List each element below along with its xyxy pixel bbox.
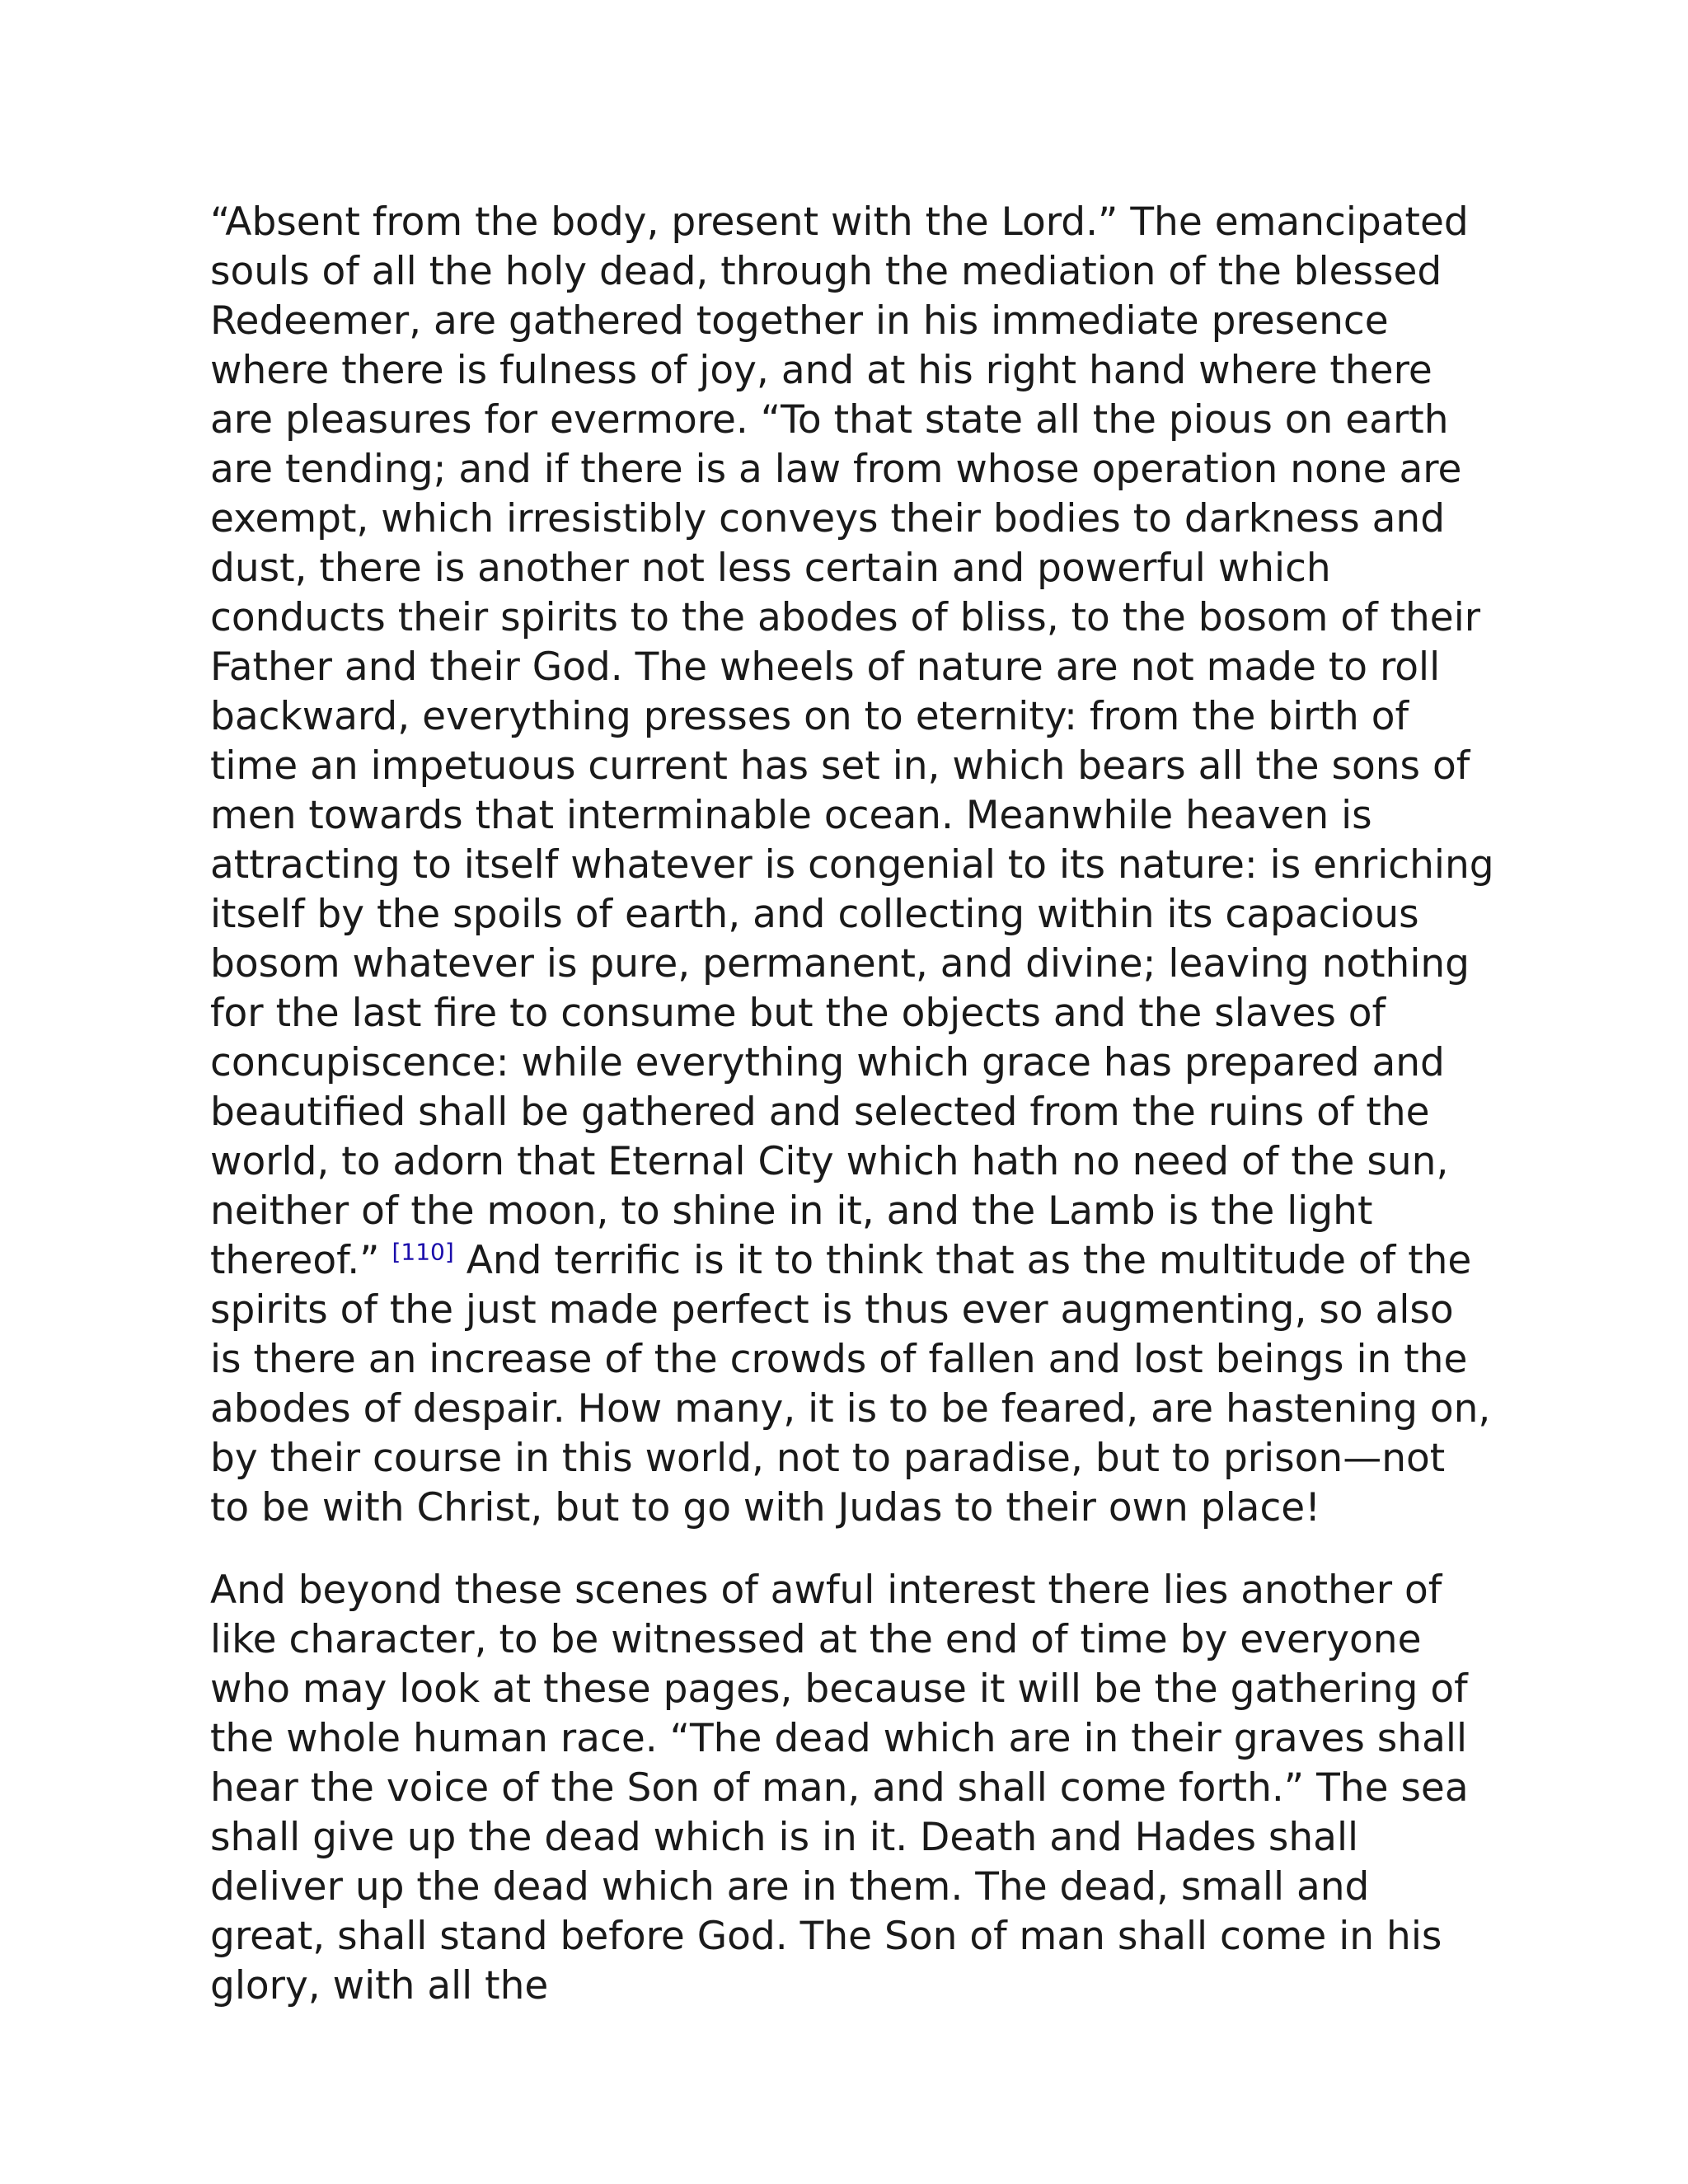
footnote-ref-110[interactable]: [110] [392,1238,454,1266]
paragraph-1 [210,198,1496,1533]
paragraph-1-text-after: And terrific is it to think that as the multitude of the spirits of the just made perfect is thus ever augmenting, so also is there an increase of the crowds of fallen and lost beings in the abodes of despair. How many, it is to be feared, are hastening on, by their course in this world, not to paradise, but to prison—not to be with Christ, but to go with Judas to their own place! [210,1238,1491,1530]
page-body [210,198,1496,2011]
paragraph-2: And beyond these scenes of awful interest there lies another of like character, to be witnessed at the end of time by everyone who may look at these pages, because it will be the gathering of the whole human race. “The dead which are in their graves shall hear the voice of the Son of man, and shall come forth.” The sea shall give up the dead which is in it. Death and Hades shall deliver up the dead which are in them. The dead, small and great, shall stand before God. The Son of man shall come in his glory, with all the [210,1568,1469,2008]
paragraph-1-text-before: “Absent from the body, present with the Lord.” The emancipated souls of all the holy dead, through the mediation of the blessed Redeemer, are gathered together in his immediate presence where there is fulness of joy, and at his right hand where there are pleasures for evermore. “To that state all the pious on earth are tending; and if there is a law from whose operation none are exempt, which irresistibly conveys their bodies to darkness and dust, there is another not less certain and powerful which conducts their spirits to the abodes of bliss, to the bosom of their Father and their God. The wheels of nature are not made to roll backward, everything presses on to eternity: from the birth of time an impetuous current has set in, which bears all the sons of men towards that interminable ocean. Meanwhile heaven is attracting to itself whatever is congenial to its nature: is enriching itself by the spoils of earth, and collecting within its capacious bosom whatever is pure, permanent, and divine; leaving nothing for the last fire to consume but the objects and the slaves of concupiscence: while everything which grace has prepared and beautified shall be gathered and selected from the ruins of the world, to adorn that Eternal City which hath no need of the sun, neither of the moon, to shine in it, and the Lamb is the light thereof.” [210,199,1494,1283]
